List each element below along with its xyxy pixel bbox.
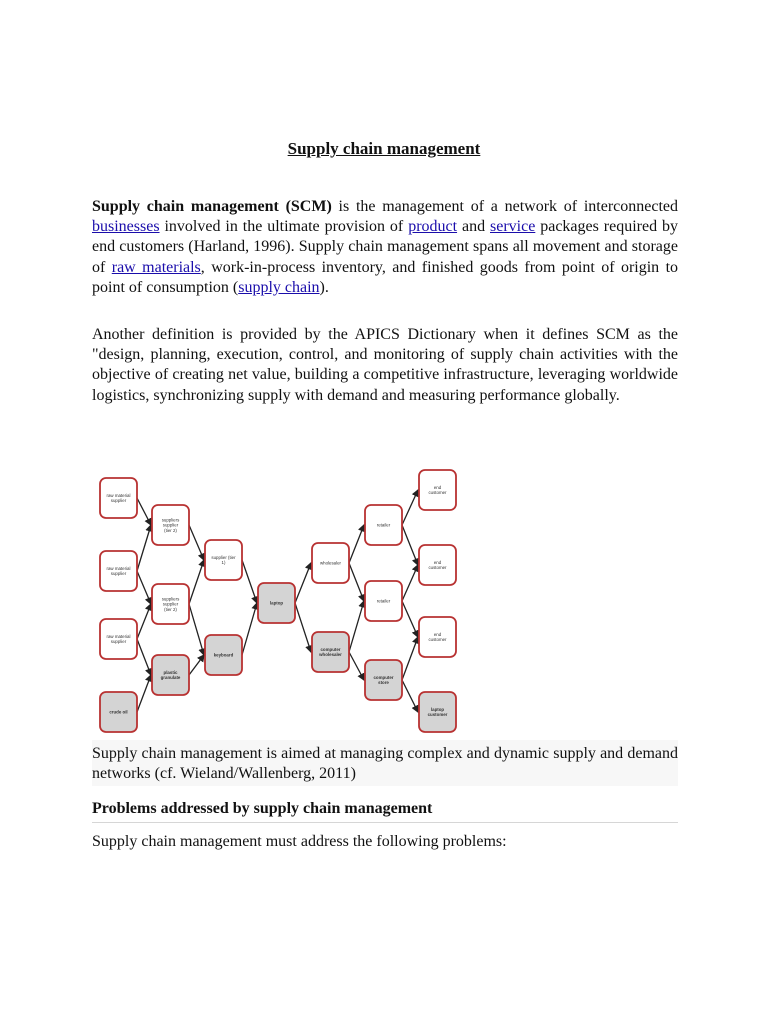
- node-label-ss2-0: suppliers: [161, 596, 180, 602]
- arrow-ss2-to-kb: [189, 604, 204, 655]
- term-bold: Supply chain management: [92, 198, 279, 215]
- node-label-sup-0: supplier (tier: [211, 555, 236, 560]
- node-label-cw-1: wholesaler: [319, 652, 342, 658]
- node-label-rm3-1: supplier: [110, 639, 127, 645]
- arrow-ret1-to-ec2: [402, 525, 418, 565]
- intro-text-5: , work-in-process inventory, and finished goods from point of origin to point of consumption (: [92, 258, 679, 296]
- node-wh: [312, 543, 349, 583]
- arrow-rm2-to-ss1: [137, 525, 151, 571]
- arrow-cs-to-lc: [402, 680, 418, 712]
- node-label-rm3-0: raw material: [106, 634, 131, 639]
- node-ec1: [419, 470, 456, 510]
- abbr-bold: (SCM): [285, 198, 332, 215]
- intro-text-3: and: [457, 218, 490, 236]
- node-ec3: [419, 617, 456, 657]
- node-ec2: [419, 545, 456, 585]
- node-label-rm1-1: supplier: [110, 498, 127, 504]
- node-label-ss2-2: (tier 2): [164, 606, 177, 612]
- node-label-ss1-0: suppliers: [161, 517, 180, 523]
- supply-chain-diagram: [92, 460, 678, 740]
- arrow-wh-to-ret1: [349, 525, 364, 563]
- arrow-wh-to-ret2: [349, 563, 364, 601]
- node-lap: [258, 583, 295, 623]
- node-label-ec3-1: customer: [428, 637, 447, 643]
- node-cw: [312, 632, 349, 672]
- arrow-ss1-to-sup: [189, 525, 204, 560]
- arrow-pg-to-kb: [189, 655, 204, 675]
- node-label-pg-1: granulate: [160, 675, 181, 681]
- node-rm3: [100, 619, 137, 659]
- node-cs: [365, 660, 402, 700]
- node-ret2: [365, 581, 402, 621]
- node-label-kb-0: keyboard: [213, 652, 234, 658]
- node-label-ss1-2: (tier 2): [164, 527, 177, 533]
- node-label-cs-1: store: [378, 680, 389, 686]
- arrow-rm1-to-ss1: [137, 498, 151, 525]
- node-sup: [205, 540, 242, 580]
- node-kb: [205, 635, 242, 675]
- node-rm2: [100, 551, 137, 591]
- node-label-rm1-0: raw material: [106, 493, 131, 498]
- arrow-rm3-to-pg: [137, 639, 151, 675]
- section-heading: Problems addressed by supply chain management: [92, 799, 678, 823]
- node-label-wh-0: wholesaler: [320, 560, 341, 566]
- node-label-sup-1: 1): [221, 560, 226, 566]
- intro-text-1: is the management of a network of interconnected: [331, 198, 678, 215]
- node-label-ec3-0: end: [433, 632, 442, 637]
- node-label-ec1-0: end: [433, 485, 442, 490]
- node-label-ret1-0: retailer: [376, 522, 391, 528]
- arrow-cs-to-ec3: [402, 637, 418, 680]
- arrow-kb-to-lap: [242, 603, 257, 655]
- node-label-ec2-1: customer: [428, 565, 447, 571]
- node-label-ret2-0: retailer: [376, 598, 391, 604]
- intro-text-4: packages required by end customers (Harland, 1996). Supply chain management spans all movement and storage of: [92, 218, 679, 276]
- node-label-lc-1: customer: [427, 712, 448, 718]
- figure-caption: Supply chain management is aimed at managing complex and dynamic supply and demand networks (cf. Wieland/Wallenberg, 2011): [92, 745, 678, 783]
- node-label-ec2-0: end: [433, 560, 442, 565]
- arrow-sup-to-lap: [242, 560, 257, 603]
- arrow-ret1-to-ec1: [402, 490, 418, 525]
- intro-paragraph: [92, 197, 678, 298]
- arrow-ret2-to-ec2: [402, 565, 418, 601]
- node-ret1: [365, 505, 402, 545]
- node-rm1: [100, 478, 137, 518]
- node-label-lap-0: laptop: [269, 600, 284, 606]
- node-label-ss2-1: supplier: [162, 601, 179, 607]
- arrow-rm2-to-ss2: [137, 571, 151, 604]
- arrow-cw-to-ret2: [349, 601, 364, 652]
- intro-text-6: ).: [319, 278, 329, 296]
- arrow-lap-to-cw: [295, 603, 311, 652]
- link-supply-chain[interactable]: supply chain: [238, 278, 320, 296]
- node-label-rm2-0: raw material: [106, 566, 131, 571]
- problems-intro: Supply chain management must address the following problems:: [92, 833, 507, 850]
- node-label-ss1-1: supplier: [162, 522, 179, 528]
- apics-paragraph: Another definition is provided by the APICS Dictionary when it defines SCM as the "design, planning, execution, control, and monitoring of supply chain activities with the objective of creating net value, building a competitive infrastructure, leveraging worldwide logistics, synchronizing supply with demand and measuring performance globally.: [92, 326, 678, 404]
- arrow-cw-to-cs: [349, 652, 364, 680]
- arrow-lap-to-wh: [295, 563, 311, 603]
- node-label-ec1-1: customer: [428, 490, 447, 496]
- node-label-crude-0: crude oil: [109, 709, 128, 715]
- arrow-rm3-to-ss2: [137, 604, 151, 639]
- node-label-rm2-1: supplier: [110, 571, 127, 577]
- link-businesses[interactable]: businesses: [92, 218, 160, 236]
- arrow-ss2-to-sup: [189, 560, 204, 604]
- diagram-nodes: [100, 470, 456, 732]
- link-product[interactable]: product: [408, 218, 458, 236]
- arrow-crude-to-pg: [137, 675, 151, 712]
- link-service[interactable]: service: [490, 218, 536, 236]
- link-raw-materials[interactable]: raw materials: [111, 258, 201, 276]
- node-ss1: [152, 505, 189, 545]
- node-label-lc-0: laptop: [430, 707, 445, 712]
- arrow-ret2-to-ec3: [402, 601, 418, 637]
- page-title: Supply chain management: [287, 139, 481, 158]
- node-pg: [152, 655, 189, 695]
- intro-text-2: involved in the ultimate provision of: [159, 218, 409, 236]
- node-crude: [100, 692, 137, 732]
- node-label-cs-0: computer: [373, 675, 394, 680]
- node-label-pg-0: plastic: [163, 670, 178, 675]
- node-ss2: [152, 584, 189, 624]
- node-lc: [419, 692, 456, 732]
- node-label-cw-0: computer: [320, 647, 341, 652]
